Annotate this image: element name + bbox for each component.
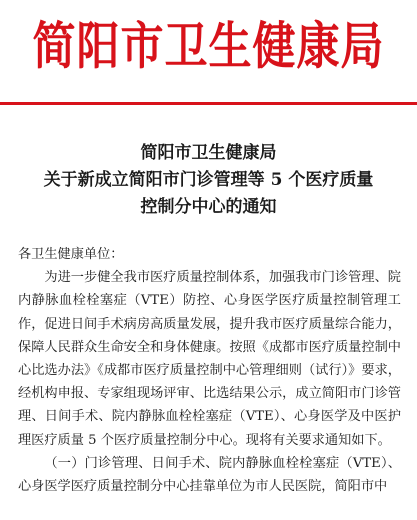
title-line-subject: 关于新成立简阳市门诊管理等 5 个医疗质量 <box>43 170 374 190</box>
document-body <box>18 243 401 498</box>
salutation: 各卫生健康单位： <box>18 247 124 262</box>
body-paragraph-intro: 为进一步健全我市医疗质量控制体系，加强我市门诊管理、院内静脉血栓栓塞症（VTE）防控、心身医学医疗质量控制管理工作，促进日间手术病房高质量发展，提升我市医疗质量综合能力，保障人民群众生命安全和身体健康。按照《成都市医疗质量控制中心比选办法》《成都市医疗质量控制中心管理细则（试行）》要求，经机构申报、专家组现场评审、比选结果公示，成立简阳市门诊管理、日间手术、院内静脉血栓栓塞症（VTE）、心身医学及中医护理医疗质量 5 个医疗质量控制分中心。现将有关要求通知如下。 <box>18 270 401 448</box>
title-line-subject-end: 控制分中心的通知 <box>140 197 277 217</box>
document-title <box>0 140 417 221</box>
masthead-title: 简阳市卫生健康局 <box>32 17 385 77</box>
red-divider-line <box>0 102 417 105</box>
title-line-issuer: 简阳市卫生健康局 <box>140 143 277 163</box>
body-paragraph-item-1: （一）门诊管理、日间手术、院内静脉血栓栓塞症（VTE）、心身医学医疗质量控制分中心挂靠单位为市人民医院，简阳市中 <box>18 455 401 495</box>
